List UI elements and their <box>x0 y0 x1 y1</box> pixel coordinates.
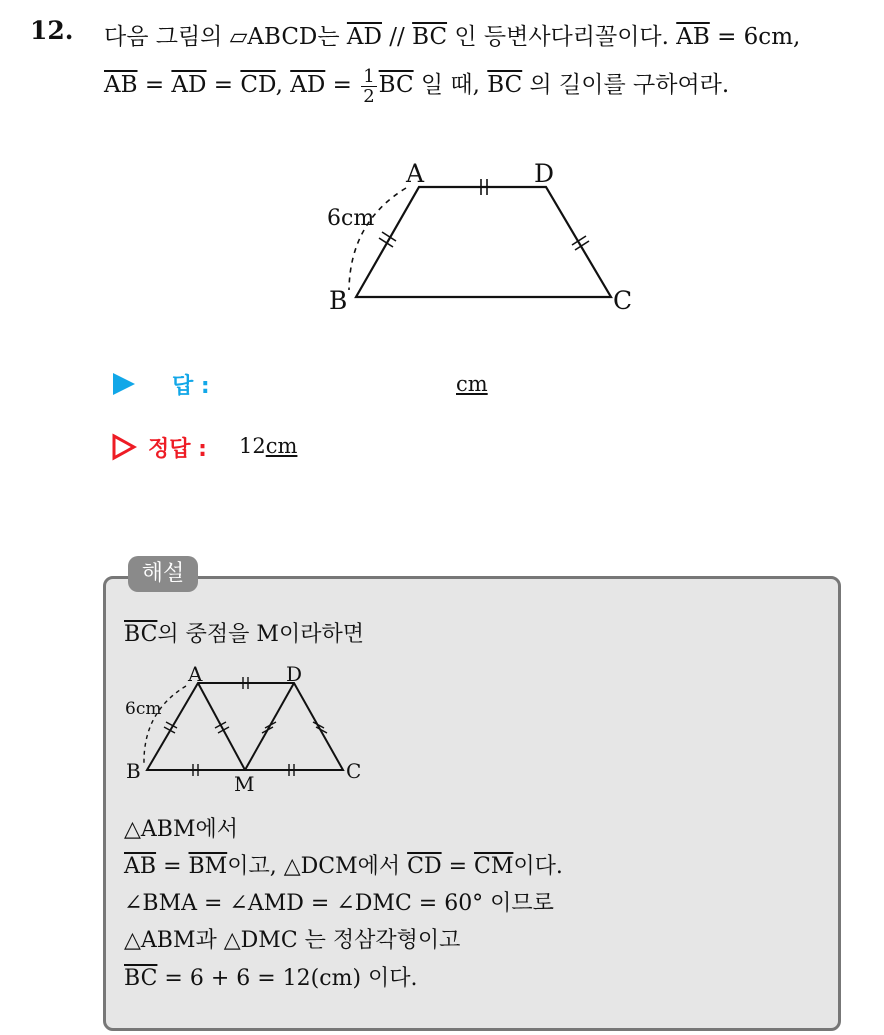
question-number: 12. <box>30 16 74 45</box>
solution-line-2: △ABM에서 <box>124 817 239 842</box>
label-c: C <box>613 286 633 315</box>
sol-label-d: D <box>286 662 303 686</box>
solution-tag: 해설 <box>128 556 198 592</box>
label-b: B <box>329 286 348 315</box>
sol-label-c: C <box>346 759 362 783</box>
solution-line-6: $\overline{BC} = 6 + 6 = 12(cm)$ 이다. <box>124 966 418 991</box>
solution-line-1: $\overline{BC}$의 중점을 M이라하면 <box>124 622 364 647</box>
answer-unit: cm <box>456 372 488 396</box>
solution-line-3: $\overline{AB} = \overline{BM}$이고, △DCM에서 $\overline{CD} = \overline{CM}$이다. <box>124 854 563 879</box>
question-line-1: 다음 그림의 ▱ABCD는 $\overline{AD} // \overline{BC}$ 인 등변사다리꼴이다. $\overline{AB} = 6cm$, <box>104 24 801 50</box>
segment-dm <box>245 683 294 770</box>
segment-ad: $\overline{AD}$ <box>346 24 382 50</box>
solution-length-arc <box>144 686 186 764</box>
sol-label-a: A <box>188 662 203 686</box>
solution-line-4: ∠BMA = ∠AMD = ∠DMC = 60° 이므로 <box>124 891 554 916</box>
solution-line-5: △ABM과 △DMC 는 정삼각형이고 <box>124 928 461 953</box>
solution-trapezoid <box>147 683 343 770</box>
sol-label-m: M <box>234 772 255 796</box>
question-line-2: $\overline{AB} = \overline{AD} = \overline{CD}$, $\overline{AD}$ = $\frac{1}{2}$ $\overline{BC}$ 일 때, $\overline{BC}$ 의 길이를 구하여라. <box>104 65 730 107</box>
label-length: 6cm <box>327 206 375 231</box>
label-a: A <box>406 159 425 188</box>
fraction-one-half: $\frac{1}{2}$ <box>363 65 375 107</box>
label-d: D <box>534 159 555 188</box>
correct-label: 정답 : <box>148 437 207 462</box>
segment-ab: $\overline{AB}$ <box>676 24 710 50</box>
correct-answer: 12cm <box>239 434 298 458</box>
answer-label: 답 : <box>172 374 210 399</box>
sol-label-length: 6cm <box>125 699 162 719</box>
segment-bc: $\overline{BC}$ <box>412 24 448 50</box>
sol-label-b: B <box>126 759 141 783</box>
segment-am <box>198 683 245 770</box>
